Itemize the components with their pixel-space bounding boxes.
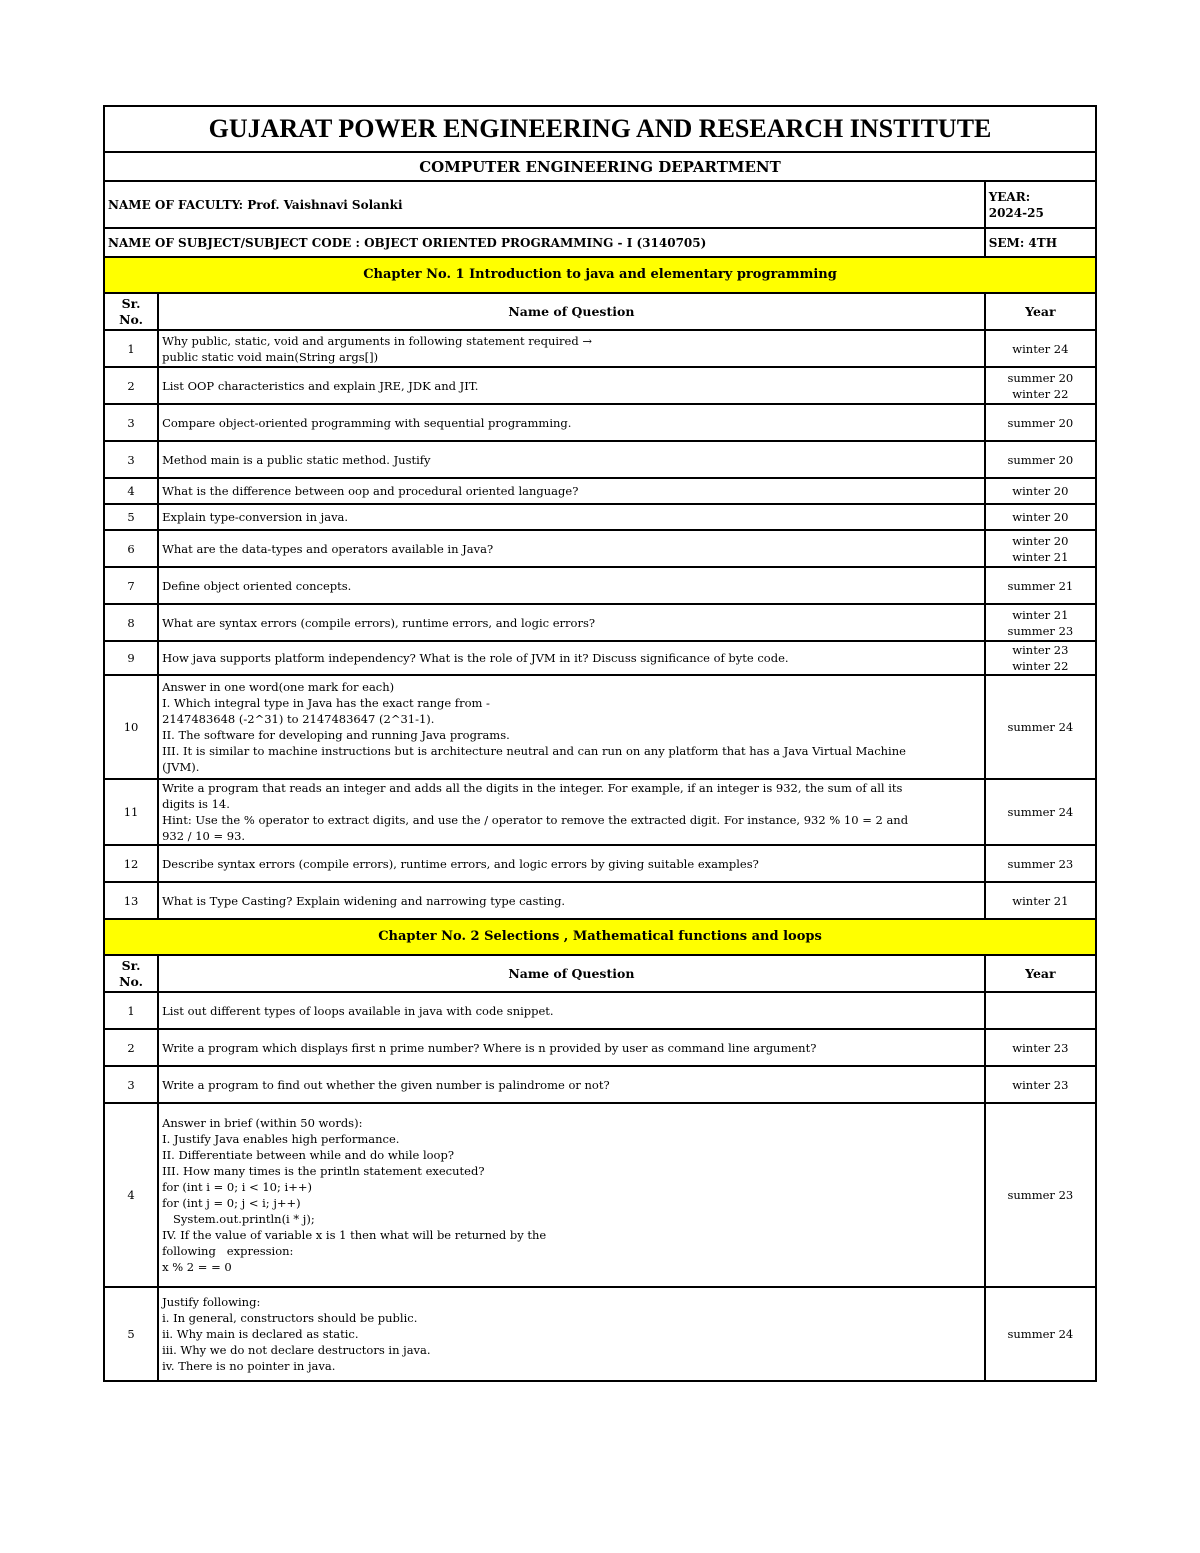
subject-name: NAME OF SUBJECT/SUBJECT CODE : OBJECT ORIENTED PROGRAMMING - I (3140705) <box>104 228 985 257</box>
question-text <box>158 1103 985 1287</box>
question-text <box>158 441 985 478</box>
exam-year-entry: summer 20 <box>1007 370 1074 385</box>
question-line: What are syntax errors (compile errors), runtime errors, and logic errors? <box>162 615 596 630</box>
exam-year-entry: winter 22 <box>1012 386 1069 401</box>
question-line: ii. Why main is declared as static. <box>162 1327 359 1341</box>
exam-year <box>985 530 1096 567</box>
question-text <box>158 530 985 567</box>
question-line: 2147483648 (-2^31) to 2147483647 (2^31-1). <box>162 712 435 726</box>
question-text <box>158 845 985 882</box>
question-line: I. Justify Java enables high performance. <box>162 1132 400 1146</box>
question-row <box>104 1103 1096 1287</box>
exam-year-entry: winter 22 <box>1012 659 1069 673</box>
question-row <box>104 567 1096 604</box>
question-line: Write a program to find out whether the given number is palindrome or not? <box>162 1077 610 1092</box>
question-text <box>158 367 985 404</box>
exam-year <box>985 367 1096 404</box>
question-number: 1 <box>104 992 158 1029</box>
exam-year-entry: winter 23 <box>1012 1077 1069 1092</box>
question-row <box>104 641 1096 675</box>
question-row <box>104 441 1096 478</box>
question-text <box>158 675 985 779</box>
question-line: (JVM). <box>162 760 200 774</box>
exam-year-entry: winter 23 <box>1012 1040 1069 1055</box>
question-line: Write a program that reads an integer and adds all the digits in the integer. For example, if an integer is 932, the sum of all its <box>162 781 903 795</box>
question-text <box>158 567 985 604</box>
chapter-title-row <box>104 257 1096 293</box>
academic-year-value: 2024-25 <box>988 205 1044 220</box>
exam-year-entry: winter 24 <box>1012 341 1069 356</box>
question-number: 2 <box>104 367 158 404</box>
question-line: Describe syntax errors (compile errors), runtime errors, and logic errors by giving suitable examples? <box>162 856 759 871</box>
chapter-title-row <box>104 919 1096 955</box>
question-number: 9 <box>104 641 158 675</box>
question-number: 5 <box>104 1287 158 1381</box>
exam-year-entry: winter 20 <box>1012 533 1069 548</box>
exam-year <box>985 504 1096 530</box>
question-number: 11 <box>104 779 158 845</box>
question-number: 1 <box>104 330 158 367</box>
question-row <box>104 330 1096 367</box>
question-text <box>158 779 985 845</box>
academic-year-label: YEAR: <box>988 189 1031 204</box>
exam-year <box>985 567 1096 604</box>
column-header-sr-no: Sr. No. <box>104 293 158 330</box>
question-text <box>158 478 985 504</box>
exam-year-entry: winter 20 <box>1012 510 1069 524</box>
exam-year-entry: winter 20 <box>1012 484 1069 498</box>
question-number: 10 <box>104 675 158 779</box>
exam-year <box>985 478 1096 504</box>
question-line: System.out.println(i * j); <box>162 1212 315 1226</box>
question-row <box>104 882 1096 919</box>
exam-year-entry: winter 21 <box>1012 549 1069 564</box>
department-title: COMPUTER ENGINEERING DEPARTMENT <box>104 152 1096 181</box>
question-text <box>158 882 985 919</box>
exam-year <box>985 1287 1096 1381</box>
exam-year <box>985 1066 1096 1103</box>
exam-year-entry: summer 23 <box>1007 856 1074 871</box>
column-header-year: Year <box>985 293 1096 330</box>
question-text <box>158 992 985 1029</box>
chapters-body <box>104 257 1096 1381</box>
question-line: What are the data-types and operators available in Java? <box>162 541 494 556</box>
column-header-row <box>104 955 1096 992</box>
question-line: Write a program which displays first n prime number? Where is n provided by user as command line argument? <box>162 1040 817 1055</box>
question-text <box>158 404 985 441</box>
institute-title: GUJARAT POWER ENGINEERING AND RESEARCH INSTITUTE <box>104 106 1096 152</box>
exam-year-entry: summer 23 <box>1007 1188 1074 1202</box>
question-text <box>158 604 985 641</box>
question-line: I. Which integral type in Java has the exact range from - <box>162 696 490 710</box>
question-line: iv. There is no pointer in java. <box>162 1359 336 1373</box>
question-line: List OOP characteristics and explain JRE, JDK and JIT. <box>162 378 479 393</box>
question-line: for (int i = 0; i < 10; i++) <box>162 1180 312 1194</box>
question-text <box>158 1287 985 1381</box>
question-line: Compare object-oriented programming with sequential programming. <box>162 415 572 430</box>
question-number: 5 <box>104 504 158 530</box>
exam-year <box>985 641 1096 675</box>
question-text <box>158 1066 985 1103</box>
question-line: What is Type Casting? Explain widening and narrowing type casting. <box>162 893 566 908</box>
exam-year <box>985 1103 1096 1287</box>
question-number: 4 <box>104 478 158 504</box>
chapter-title: Chapter No. 2 Selections , Mathematical functions and loops <box>104 919 1096 955</box>
question-line: Justify following: <box>162 1295 261 1309</box>
exam-year <box>985 675 1096 779</box>
question-text <box>158 504 985 530</box>
question-line: III. How many times is the println statement executed? <box>162 1164 485 1178</box>
exam-year <box>985 604 1096 641</box>
question-line: Why public, static, void and arguments in following statement required → <box>162 333 592 348</box>
exam-year-entry: summer 24 <box>1007 720 1074 734</box>
semester: SEM: 4TH <box>985 228 1096 257</box>
question-number: 12 <box>104 845 158 882</box>
question-number: 3 <box>104 1066 158 1103</box>
exam-year <box>985 330 1096 367</box>
exam-year-entry: winter 21 <box>1012 607 1069 622</box>
question-row <box>104 478 1096 504</box>
question-row <box>104 992 1096 1029</box>
question-number: 3 <box>104 441 158 478</box>
question-number: 6 <box>104 530 158 567</box>
exam-year <box>985 779 1096 845</box>
question-line: following expression: <box>162 1244 294 1258</box>
question-line: What is the difference between oop and procedural oriented language? <box>162 484 579 498</box>
question-text <box>158 641 985 675</box>
column-header-sr-no: Sr. No. <box>104 955 158 992</box>
question-line: Hint: Use the % operator to extract digits, and use the / operator to remove the extracted digit. For instance, 932 % 10 = 2 and <box>162 813 909 827</box>
question-row <box>104 504 1096 530</box>
question-line: i. In general, constructors should be public. <box>162 1311 418 1325</box>
exam-year <box>985 1029 1096 1066</box>
question-line: 932 / 10 = 93. <box>162 829 246 843</box>
question-row <box>104 845 1096 882</box>
question-line: II. Differentiate between while and do while loop? <box>162 1148 455 1162</box>
exam-year-entry: winter 21 <box>1012 893 1069 908</box>
question-text <box>158 1029 985 1066</box>
faculty-name: NAME OF FACULTY: Prof. Vaishnavi Solanki <box>104 181 985 228</box>
question-line: III. It is similar to machine instructions but is architecture neutral and can run on any platform that has a Java Virtual Machine <box>162 744 906 758</box>
question-number: 7 <box>104 567 158 604</box>
column-header-question: Name of Question <box>158 955 985 992</box>
exam-year-entry: summer 24 <box>1007 805 1074 819</box>
question-line: x % 2 = = 0 <box>162 1260 232 1274</box>
question-bank-table <box>103 105 1097 1382</box>
exam-year-entry: summer 20 <box>1007 452 1074 467</box>
exam-year-entry: summer 23 <box>1007 623 1074 638</box>
question-row <box>104 404 1096 441</box>
question-line: Explain type-conversion in java. <box>162 510 349 524</box>
question-row <box>104 1029 1096 1066</box>
question-row <box>104 530 1096 567</box>
question-row <box>104 779 1096 845</box>
exam-year <box>985 845 1096 882</box>
exam-year-entry: summer 20 <box>1007 415 1074 430</box>
question-row <box>104 1287 1096 1381</box>
question-line: Method main is a public static method. Justify <box>162 452 431 467</box>
question-number: 3 <box>104 404 158 441</box>
question-line: II. The software for developing and running Java programs. <box>162 728 510 742</box>
question-line: Answer in brief (within 50 words): <box>162 1116 363 1130</box>
question-line: IV. If the value of variable x is 1 then what will be returned by the <box>162 1228 547 1242</box>
question-text <box>158 330 985 367</box>
question-number: 4 <box>104 1103 158 1287</box>
column-header-row <box>104 293 1096 330</box>
question-line: digits is 14. <box>162 797 230 811</box>
question-number: 2 <box>104 1029 158 1066</box>
question-line: Define object oriented concepts. <box>162 578 352 593</box>
question-row <box>104 1066 1096 1103</box>
question-number: 8 <box>104 604 158 641</box>
exam-year <box>985 404 1096 441</box>
question-row <box>104 367 1096 404</box>
question-line: Answer in one word(one mark for each) <box>162 680 395 694</box>
column-header-year: Year <box>985 955 1096 992</box>
question-line: List out different types of loops available in java with code snippet. <box>162 1003 554 1018</box>
question-line: for (int j = 0; j < i; j++) <box>162 1196 301 1210</box>
question-row <box>104 604 1096 641</box>
question-row <box>104 675 1096 779</box>
exam-year <box>985 441 1096 478</box>
exam-year <box>985 992 1096 1029</box>
exam-year-entry: summer 24 <box>1007 1327 1074 1341</box>
exam-year-entry: summer 21 <box>1007 578 1074 593</box>
chapter-title: Chapter No. 1 Introduction to java and elementary programming <box>104 257 1096 293</box>
question-line: How java supports platform independency? What is the role of JVM in it? Discuss significance of byte code. <box>162 651 789 665</box>
exam-year-entry: winter 23 <box>1012 643 1069 657</box>
question-number: 13 <box>104 882 158 919</box>
exam-year <box>985 882 1096 919</box>
academic-year <box>985 181 1096 228</box>
question-line: public static void main(String args[]) <box>162 349 379 364</box>
column-header-question: Name of Question <box>158 293 985 330</box>
question-line: iii. Why we do not declare destructors in java. <box>162 1343 431 1357</box>
